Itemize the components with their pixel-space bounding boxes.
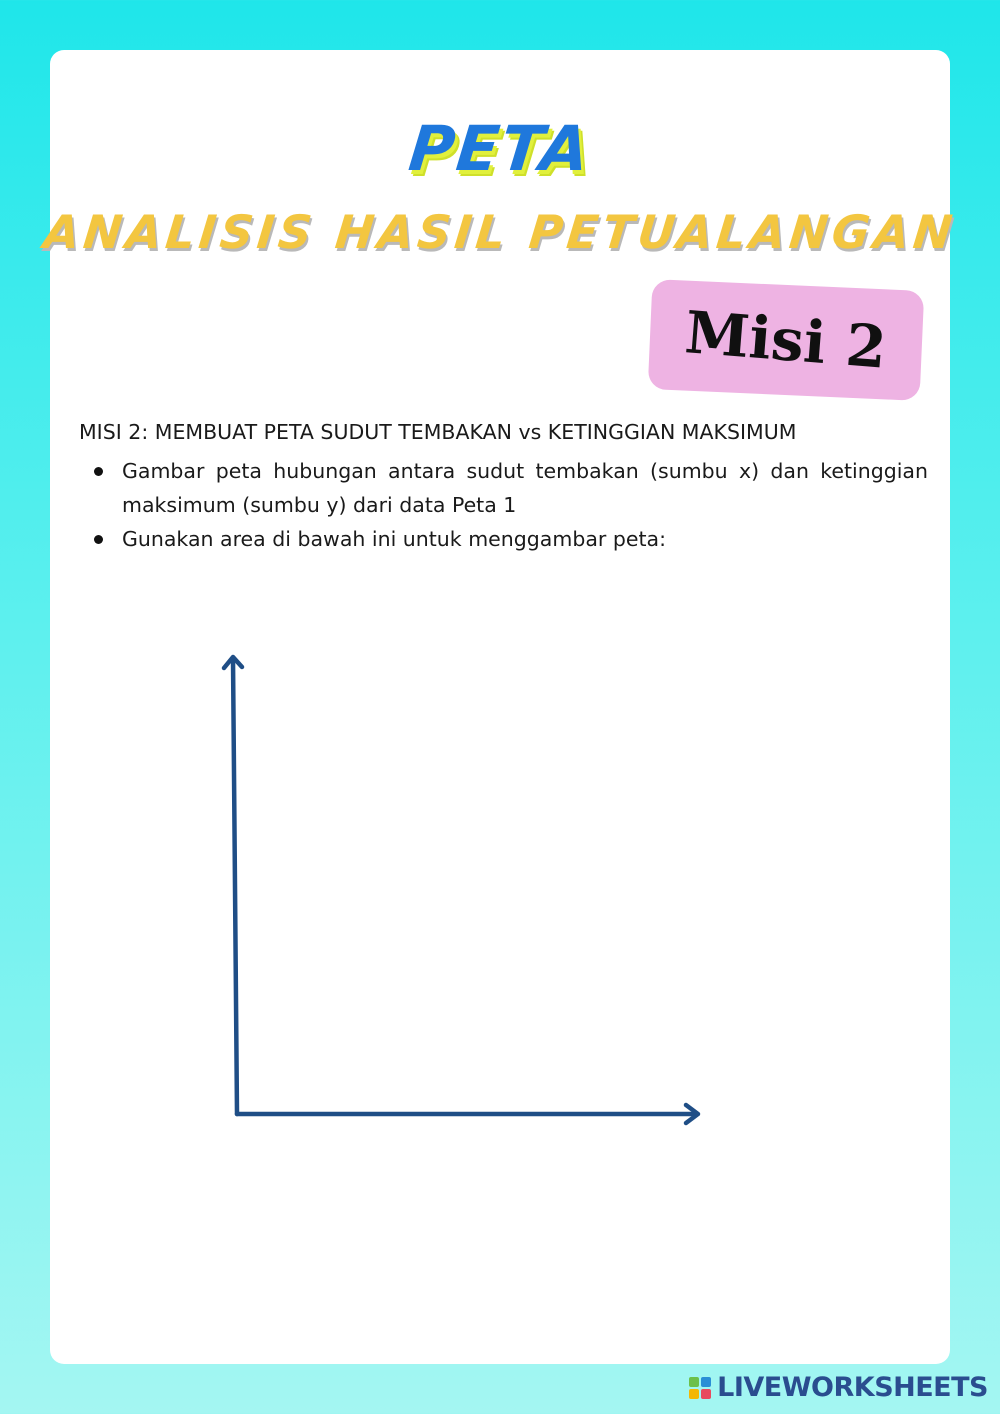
instruction-text: Gambar peta hubungan antara sudut tembakan (sumbu x) dan ketinggian maksimum (sumbu y) dari data Peta 1 (122, 459, 928, 517)
y-axis-line (233, 659, 237, 1114)
mission-badge-label: Misi 2 (682, 298, 890, 382)
mission-heading: MISI 2: MEMBUAT PETA SUDUT TEMBAKAN vs KETINGGIAN MAKSIMUM (79, 420, 797, 444)
liveworksheets-logo[interactable] (689, 1372, 988, 1403)
brand-mark-icon (689, 1377, 711, 1399)
page-title: PETA (405, 112, 595, 185)
page-subtitle: ANALISIS HASIL PETUALANGAN (41, 205, 959, 259)
brand-name: LIVEWORKSHEETS (717, 1372, 988, 1403)
instruction-text: Gunakan area di bawah ini untuk menggambar peta: (122, 527, 666, 551)
